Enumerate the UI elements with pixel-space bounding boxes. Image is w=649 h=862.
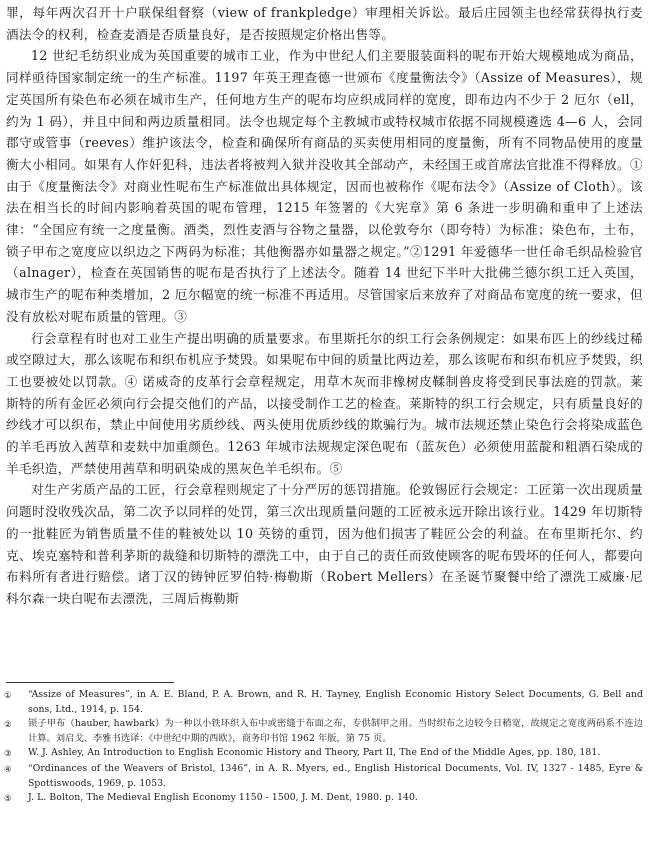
paragraph-1: 罪，每年两次召开十户联保组督察（view of frankpledge）审理相关诉讼。最后庄园领主也经常获得执行麦酒法令的权利，检查麦酒是否质量良好，是否按照规定价格出售等。 xyxy=(6,5,643,42)
paragraph-3: 行会章程有时也对工业生产提出明确的质量要求。布里斯托尔的织工行会条例规定：如果布匹上的纱线过稀或空隙过大，那么该呢布和织布机应予焚毁。如果呢布中间的质量比两边差，那么该呢布和织布机应予焚毁，织工也要被处以罚款。④ 诺威奇的皮革行会章程规定，用草木灰而非橡树皮鞣制兽皮将受到民事法庭的罚款。莱斯特的所有金匠必须向行会提交他们的产品，以接受制作工艺的检查。莱斯特的织工行会规定，只有质量良好的纱线才可以织布，禁止中间使用劣质纱线、两头使用优质纱线的欺骗行为。城市法规还禁止染色行会将染成蓝色的羊毛再放入茜草和麦麸中加重颜色。1263 年城市法规规定深色呢布（蓝灰色）必须使用蓝靛和粗酒石染成的羊毛织造，严禁使用茜草和明矾染成的黑灰色羊毛织布。⑤ xyxy=(6,330,643,476)
page xyxy=(6,2,643,610)
footnote-divider xyxy=(6,682,174,683)
footnote-marker: ③ xyxy=(4,749,12,760)
footnote-text: J. L. Bolton, The Medieval English Economy 1150 - 1500, J. M. Dent, 1980. p. 140. xyxy=(28,792,418,804)
footnote-4 xyxy=(4,762,643,791)
body-text xyxy=(6,2,643,610)
paragraph-4: 对生产劣质产品的工匠，行会章程则规定了十分严厉的惩罚措施。伦敦锡匠行会规定：工匠第一次出现质量问题时没收残次品，第二次予以同样的处罚，第三次出现质量问题的工匠被永远开除出该行业。1429 年切斯特的一批鞋匠为销售质量不佳的鞋被处以 10 英镑的重罚，因为他们损害了鞋匠公会的利益。在布里斯托尔、约克、埃克塞特和普利茅斯的裁缝和切斯特的漂洗工中，由于自己的责任而致使顾客的呢布毁坏的任何人，都要向布料所有者进行赔偿。诸丁汉的铸钟匠罗伯特·梅勒斯（Robert Mellers）在圣诞节聚餐中给了漂洗工威廉·尼科尔森一块白呢布去漂洗，三周后梅勒斯 xyxy=(6,482,643,606)
footnote-text: “Assize of Measures”, in A. E. Bland, P. A. Brown, and R. H. Tayney, English Economic History Select Documents, G. Bell and sons, Ltd., 1914, p. 154. xyxy=(28,689,643,715)
footnote-1 xyxy=(4,688,643,717)
footnote-marker: ④ xyxy=(4,764,12,775)
footnote-5 xyxy=(4,791,643,807)
footnotes xyxy=(4,688,643,807)
footnote-marker: ⑤ xyxy=(4,794,12,805)
paragraph-2: 12 世纪毛纺织业成为英国重要的城市工业，作为中世纪人们主要服装面料的呢布开始大规模地成为商品，同样亟待国家制定统一的生产标准。1197 年英王理查德一世颁布《度量衡法令》（Assize of Measures），规定英国所有染色布必须在城市生产，任何地方生产的呢布均应织成同样的宽度，即布边内不少于 2 厄尔（ell，约为 1 码），并且中间和两边质量相同。法令也规定每个主教城市或特权城市依据不同规模遴选 4—6 人，会同郡守或管事（reeves）维护该法令，检查和确保所有商品的买卖使用相同的度量衡，所有不同物品使用的度量衡大小相同。如果有人作奸犯科，违法者将被判入狱并没收其全部动产，未经国王或首席法官批准不得释放。① 由于《度量衡法令》对商业性呢布生产标准做出具体规定，因而也被称作《呢布法令》（Assize of Cloth）。该法在相当长的时间内影响着英国的呢布管理，1215 年签署的《大宪章》第 6 条进一步明确和重申了上述法律：“全国应有统一之度量衡。酒类，烈性麦酒与谷物之量器，以伦敦夸尔（即夸特）为标准；染色布，土布，锁子甲布之宽度应以织边之下两码为标准；其他衡器亦如量器之规定。”②1291 年爱德华一世任命毛织品检验官（alnager），检查在英国销售的呢布是否执行了上述法令。随着 14 世纪下半叶大批佛兰德尔织工迁入英国，城市生产的呢布种类增加，2 厄尔幅宽的统一标准不再适用。尽管国家后来放弃了对商品布宽度的统一要求，但没有放松对呢布质量的管理。③ xyxy=(6,48,643,324)
footnote-marker: ① xyxy=(4,691,12,701)
footnote-text: W. J. Ashley, An Introduction to English Economic History and Theory, Part II, The End of the Middle Ages, pp. 180, 181. xyxy=(28,747,601,759)
footnote-3 xyxy=(4,746,643,762)
footnote-text: 锁子甲布（hauber, hawbark）为一种以小铁环织入布中或密缝于布面之布，专供制甲之用。当时织布之边较今日稍宽，故规定之宽度两码系不连边计算。刘启戈、李雅书选译：《中世纪中期的西欧》，商务印书馆 1962 年版，第 75 页。 xyxy=(28,718,643,744)
footnote-2 xyxy=(4,717,643,746)
footnote-text: “Ordinances of the Weavers of Bristol, 1346”, in A. R. Myers, ed., English Historical Documents, Vol. IV, 1327 - 1485, Eyre & Spottiswoods, 1969, p. 1053. xyxy=(28,762,643,789)
footnote-marker: ② xyxy=(4,720,12,731)
